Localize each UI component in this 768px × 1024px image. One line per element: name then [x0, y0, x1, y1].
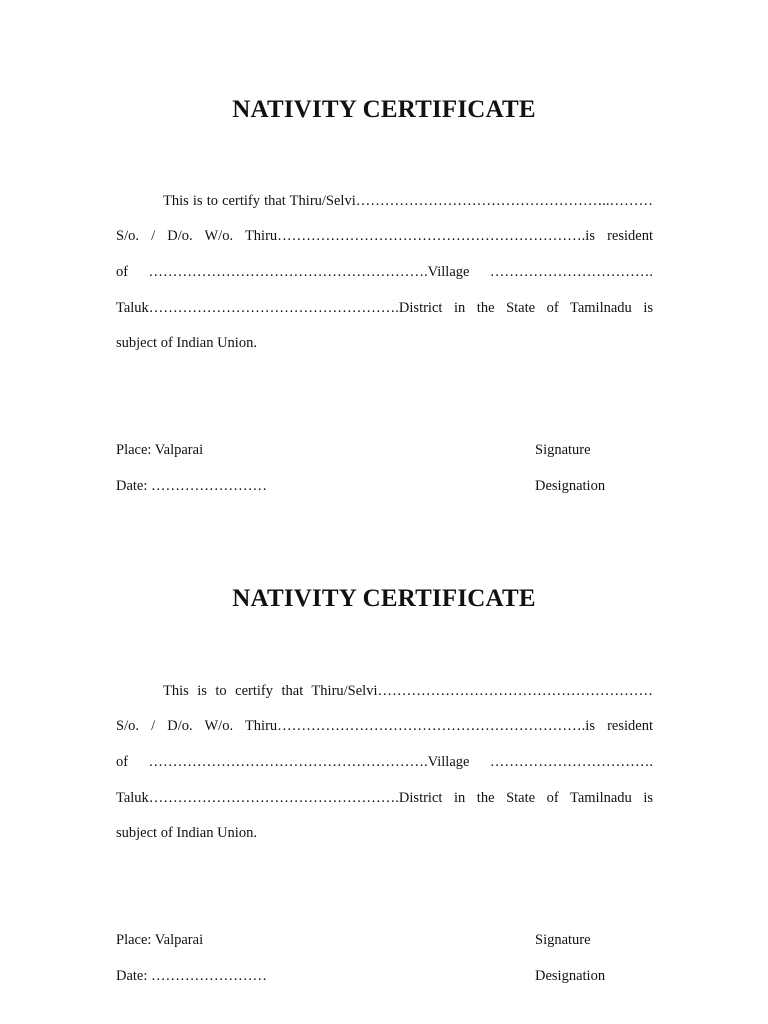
- designation-label: Designation: [535, 968, 606, 984]
- date-field: Date: ……………………: [116, 478, 268, 494]
- certify-line: This is to certify that Thiru/Selvi……………………………………………..………: [163, 193, 653, 209]
- taluk-line: Taluk…………………………………………….District in the State of Tamilnadu is: [116, 300, 653, 316]
- signature-label: Signature: [535, 442, 591, 458]
- union-line: subject of Indian Union.: [116, 825, 257, 841]
- parent-line: S/o. / D/o. W/o. Thiru……………………………………………………….is resident: [116, 718, 653, 734]
- taluk-line: Taluk…………………………………………….District in the State of Tamilnadu is: [116, 790, 653, 806]
- parent-line: S/o. / D/o. W/o. Thiru……………………………………………………….is resident: [116, 228, 653, 244]
- date-field: Date: ……………………: [116, 968, 268, 984]
- place-field: Place: Valparai: [116, 932, 204, 948]
- certificate-title: NATIVITY CERTIFICATE: [232, 96, 536, 123]
- village-line: of ………………………………………………….Village …………………………….: [116, 264, 653, 280]
- place-field: Place: Valparai: [116, 442, 204, 458]
- signature-label: Signature: [535, 932, 591, 948]
- designation-label: Designation: [535, 478, 606, 494]
- certify-line: This is to certify that Thiru/Selvi…………………………………………………: [163, 683, 653, 699]
- certificate-title: NATIVITY CERTIFICATE: [232, 585, 536, 612]
- village-line: of ………………………………………………….Village …………………………….: [116, 754, 653, 770]
- union-line: subject of Indian Union.: [116, 335, 257, 351]
